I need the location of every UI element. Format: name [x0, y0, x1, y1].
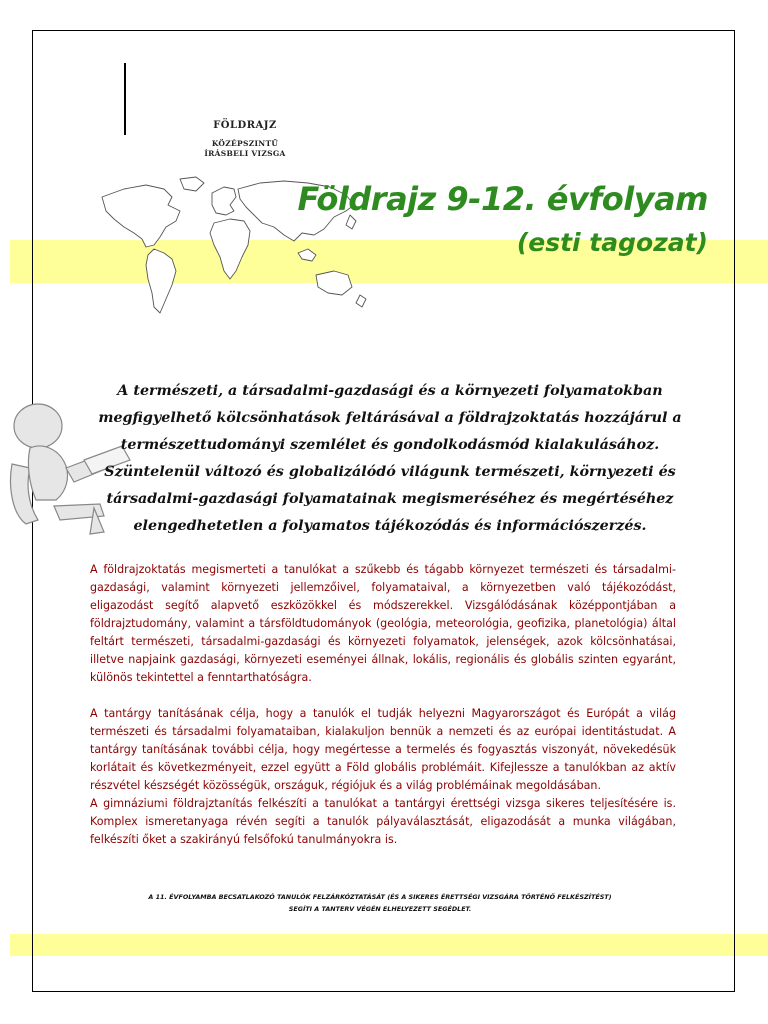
page-title: Földrajz 9-12. évfolyam	[297, 180, 708, 218]
page-subtitle: (esti tagozat)	[516, 228, 708, 257]
paragraph-gymnasium: A gimnáziumi földrajztanítás felkészíti a tanulókat a tantárgyi érettségi vizsga sikeres teljesítésére is. Komplex ismeretanyaga révén segíti a tanulók pályaválasztását, eligazodását a munka világában, felkészíti őket a szakirányú felsőfokú tanulmányokra is.	[90, 797, 676, 846]
exam-label	[190, 120, 300, 158]
footnote	[100, 891, 660, 915]
paragraph-goals: A tantárgy tanításának célja, hogy a tanulók el tudják helyezni Magyarországot és Európát a világ természeti és társadalmi folyamataiban, kialakuljon bennük a nemzeti és az európai identitástudat. A tantárgy tanításának további célja, hogy megértesse a termelés és fogyasztás viszonyát, növekedésük korlátait és következményeit, ezzel együtt a Föld globális problémáit. Kifejlessze a tanulókban az aktív részvétel készségét közösségük, országuk, régiójuk és a világ problémáinak megoldásában.	[90, 707, 676, 792]
intro-quote: A természeti, a társadalmi-gazdasági és a környezeti folyamatokban megfigyelhető kölcsönhatások feltárásával a földrajzoktatás hozzájárul a természettudományi szemlélet és gondolkodásmód kialakulásához. Szüntelenül változó és globalizálódó világunk természeti, környezeti és társadalmi-gazdasági folyamatainak megismeréséhez és megértéséhez elengedhetetlen a folyamatos tájékozódás és információszerzés.	[98, 383, 682, 534]
paragraph-intro: A földrajzoktatás megismerteti a tanulókat a szűkebb és tágabb környezet természeti és társadalmi-gazdasági, valamint környezeti jellemzőivel, folyamataival, a környezetben való tájékozódást, eligazodást segítő alapvető eszközökkel és módszerekkel. Vizsgálódásának középpontjában a földrajztudomány, valamint a társföldtudományok (geológia, meteorológia, geofizika, planetológia) által feltárt természeti, társadalmi-gazdasági és környezeti folyamatok, jelenségek, azok kölcsönhatásai, illetve napjaink gazdasági, környezeti eseményei állnak, lokális, regionális és globális szinten egyaránt, különös tekintettel a fenntarthatóságra.	[90, 563, 676, 684]
exam-label-subject: FÖLDRAJZ	[213, 120, 277, 131]
exam-label-type: ÍRÁSBELI VIZSGA	[204, 149, 286, 158]
exam-label-level: KÖZÉPSZINTŰ	[211, 139, 279, 148]
body-text	[90, 561, 676, 849]
footnote-line-1: A 11. ÉVFOLYAMBA BECSATLAKOZÓ TANULÓK FELZÁRKÓZTATÁSÁT (ÉS A SIKERES ÉRETTSÉGI VIZSGÁRA TÖRTÉNŐ FELKÉSZÍTÉST)	[148, 893, 612, 901]
footnote-line-2: SEGÍTI A TANTERV VÉGÉN ELHELYEZETT SEGÉDLET.	[288, 905, 472, 913]
vertical-rule	[124, 63, 126, 135]
